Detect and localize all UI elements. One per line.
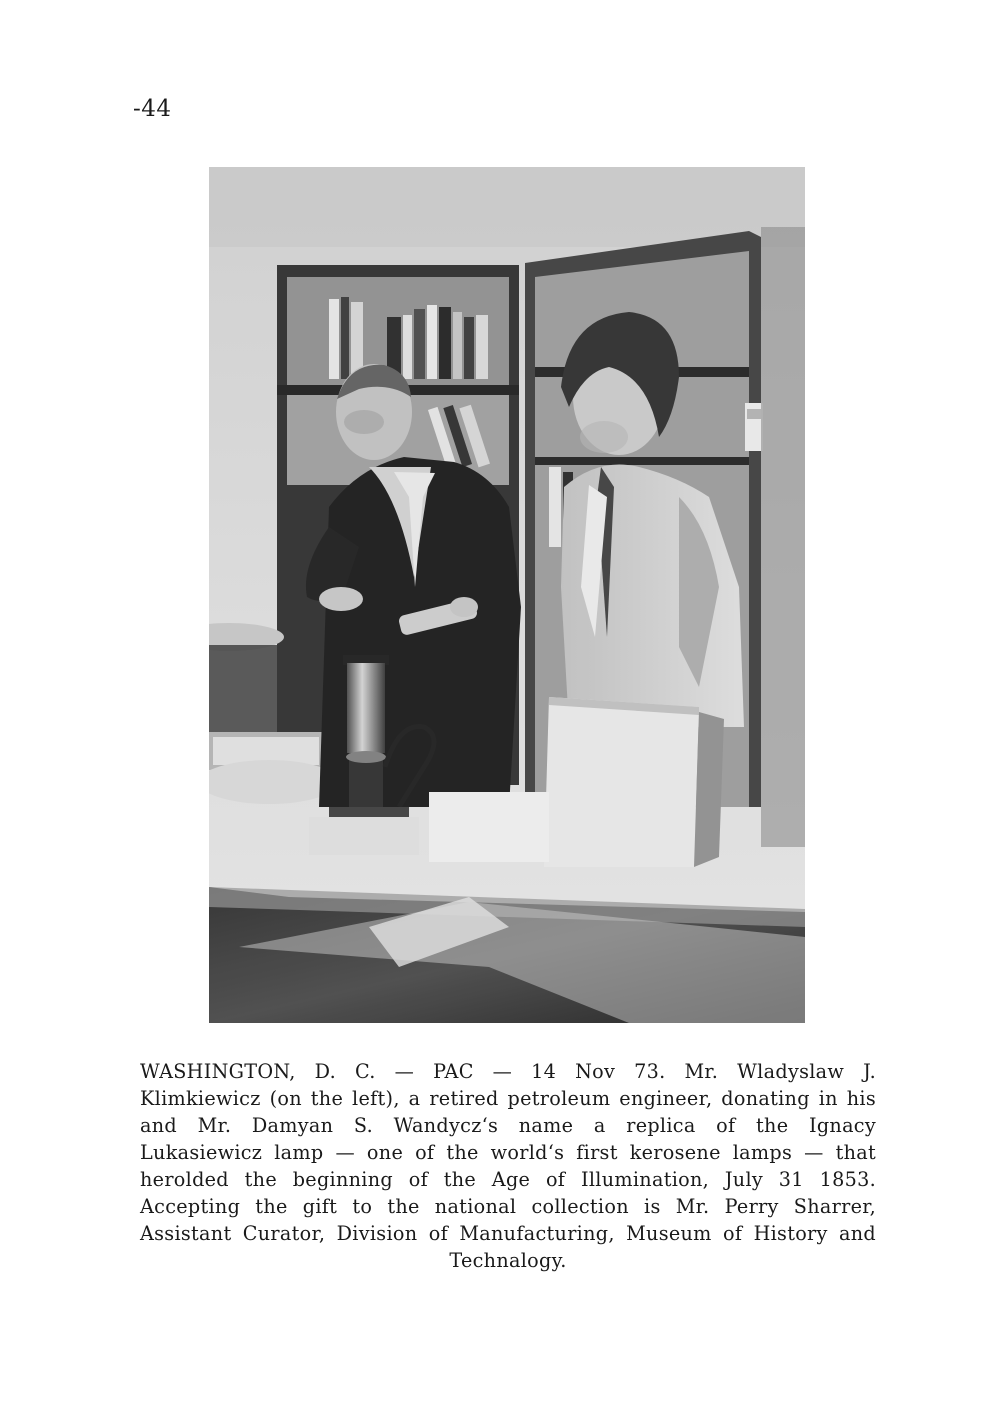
photograph [209, 167, 805, 1023]
page-number: -44 [133, 96, 172, 122]
photo-illustration [209, 167, 805, 1023]
photo-caption: WASHINGTON, D. C. — PAC — 14 Nov 73. Mr. Wladyslaw J. Klimkiewicz (on the left), a retired petroleum engineer, donating in his and Mr. Damyan S. Wandycz‘s name a replica of the Ignacy Lukasiewicz lamp — one of the world‘s first kerosene lamps — that herolded the beginning of the Age of Illumination, July 31 1853. Accepting the gift to the national collection is Mr. Perry Sharrer, Assistant Curator, Division of Manufacturing, Museum of History and Technalogy. [140, 1060, 876, 1272]
